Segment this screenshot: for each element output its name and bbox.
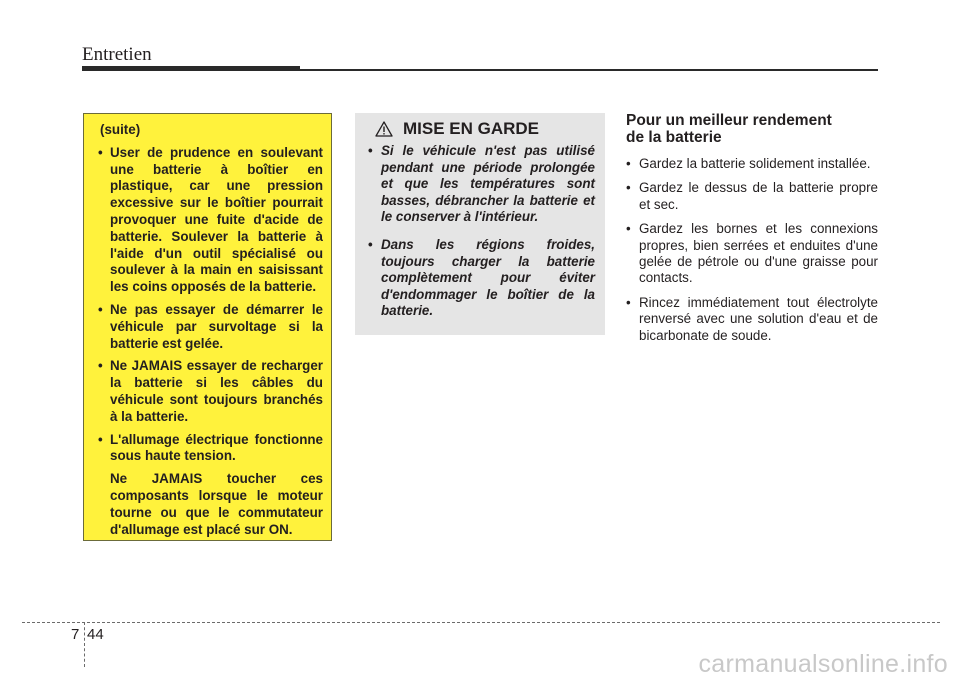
battery-title-line1: Pour un meilleur rendement xyxy=(626,112,832,129)
warning-item-text: Dans les régions froides, toujours charger la batterie complètement pour éviter d'endommager le boîtier de la batterie. xyxy=(381,237,595,319)
caution-item-text: Ne JAMAIS essayer de recharger la batterie si les câbles du véhicule sont toujours branchés à la batterie. xyxy=(110,358,323,424)
header-rule-thin xyxy=(300,69,878,71)
battery-tips-list xyxy=(626,156,878,344)
chapter-number: 7 xyxy=(71,626,80,643)
battery-tip-item xyxy=(626,221,878,287)
warning-heading xyxy=(375,121,595,137)
caution-item-text: L'allumage électrique fonctionne sous haute tension. xyxy=(110,431,323,464)
page-header-title: Entretien xyxy=(82,44,152,65)
battery-tip-text: Gardez le dessus de la batterie propre et sec. xyxy=(639,180,878,212)
caution-item xyxy=(92,358,323,425)
battery-section xyxy=(626,113,878,352)
caution-item xyxy=(92,432,323,539)
caution-list xyxy=(92,145,323,539)
warning-item-text: Si le véhicule n'est pas utilisé pendant une période prolongée et que les températures sont basses, débrancher la batterie et le conserver à l'intérieur. xyxy=(381,143,595,225)
header-rule-thick xyxy=(82,66,300,71)
battery-title-line2: de la batterie xyxy=(626,128,722,146)
warning-title: MISE EN GARDE xyxy=(403,119,540,138)
caution-box xyxy=(83,113,332,541)
battery-tip-text: Gardez la batterie solidement installée. xyxy=(639,156,871,171)
caution-continued-label: (suite) xyxy=(100,122,141,137)
battery-tip-text: Rincez immédiatement tout électrolyte renversé avec une solution d'eau et de bicarbonate de soude. xyxy=(639,294,878,343)
warning-item xyxy=(365,143,595,225)
warning-list xyxy=(365,143,595,319)
battery-tip-item xyxy=(626,295,878,344)
battery-tip-item xyxy=(626,156,878,172)
footer-dashed-rule xyxy=(22,622,940,623)
caution-item xyxy=(92,302,323,352)
caution-item-text: Ne pas essayer de démarrer le véhicule par survoltage si la batterie est gelée. xyxy=(110,301,323,351)
caution-item xyxy=(92,145,323,296)
warning-item xyxy=(365,237,595,319)
footer-dashed-divider xyxy=(84,622,85,667)
battery-tip-item xyxy=(626,180,878,213)
watermark-text: carmanualsonline.info xyxy=(698,650,948,678)
caution-item-extra-text: Ne JAMAIS toucher ces composants lorsque le moteur tourne ou que le commutateur d'allumage est placé sur ON. xyxy=(110,471,323,537)
caution-item-text: User de prudence en soulevant une batterie à boîtier en plastique, car une pression excessive sur le boîtier pourrait provoquer une fuite d'acide de batterie. Soulever la batterie à l'aide d'un outil spécialisé ou soulever à la main en saisissant les coins opposés de la batterie. xyxy=(110,144,323,295)
battery-section-title xyxy=(626,113,878,146)
warning-box xyxy=(355,113,605,335)
battery-tip-text: Gardez les bornes et les connexions propres, bien serrées et enduites d'une gelée de pétrole ou d'une graisse pour contacts. xyxy=(639,221,878,286)
page-number: 44 xyxy=(87,626,104,643)
warning-triangle-icon xyxy=(375,121,393,137)
